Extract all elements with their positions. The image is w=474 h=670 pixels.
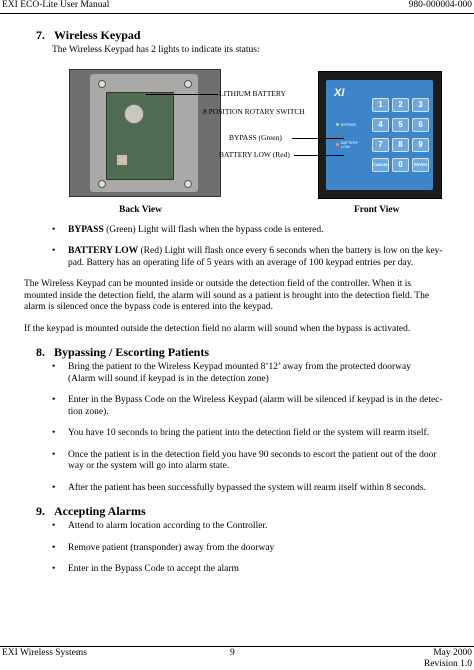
list-item [52, 362, 444, 385]
list-item [52, 543, 444, 555]
page-number: 9 [230, 648, 235, 658]
section-8-number: 8. [36, 345, 45, 359]
keypad-logo: XI [334, 86, 345, 99]
footer-rule [0, 646, 474, 647]
circuit-board [106, 92, 174, 180]
screw-icon [184, 180, 192, 188]
list-item [52, 521, 444, 533]
key-9: 9 [412, 138, 429, 152]
keypad-face [326, 80, 433, 190]
section-7-para-2: If the keypad is mounted outside the detection field no alarm will sound when the bypass is activated. [24, 323, 411, 334]
bullet-text: Once the patient is in the detection field you have 90 seconds to escort the patient out of the door way or the system will go into alarm state. [68, 449, 437, 471]
front-view-caption: Front View [354, 204, 400, 215]
key-0: 0 [392, 158, 409, 172]
list-item [52, 564, 444, 576]
bullet-text: You have 10 seconds to bring the patient into the detection field or the system will rearm itself. [68, 428, 430, 438]
bullet-text: (Green) Light will flash when the bypass code is entered. [103, 224, 324, 235]
bullet-text: Remove patient (transponder) away from the doorway [68, 542, 275, 553]
bullet-glyph: • [52, 395, 56, 405]
page-footer [0, 648, 474, 668]
section-9-heading [36, 504, 444, 518]
bullet-glyph: • [52, 449, 56, 460]
bullet-glyph: • [52, 362, 56, 372]
lithium-battery-shape [124, 104, 144, 124]
battery-low-led [336, 143, 339, 146]
section-9-number: 9. [36, 504, 45, 518]
key-1: 1 [372, 98, 389, 112]
footer-left: EXI Wireless Systems [2, 648, 87, 658]
callout-bypass: BYPASS (Green) [229, 132, 282, 142]
section-8-heading [36, 345, 444, 359]
footer-revision: Revision 1.0 [423, 659, 472, 669]
header-rule [0, 13, 474, 14]
footer-date: May 2000 [433, 648, 472, 658]
bullet-text: Bring the patient to the Wireless Keypad mounted 8’12’ away from the protected doorway [68, 362, 412, 372]
section-7-intro: The Wireless Keypad has 2 lights to indicate its status: [52, 45, 260, 55]
list-item [52, 246, 444, 269]
key-6: 6 [412, 118, 429, 132]
key-cancel: CANCEL [372, 158, 389, 172]
front-view-photo [318, 71, 442, 199]
bullet-text: Enter in the Bypass Code on the Wireless Keypad (alarm will be silenced if keypad is in the detec-tion zone). [68, 395, 443, 417]
leader-line [292, 138, 344, 139]
bullet-glyph: • [52, 224, 56, 235]
callout-battery-low: BATTERY LOW (Red) [219, 149, 290, 159]
section-9-title: Accepting Alarms [54, 504, 146, 518]
battery-label-2: LOW [341, 144, 350, 149]
bypass-led [336, 123, 339, 126]
header-right: 980-000004-000 [408, 0, 472, 10]
header-left: EXI ECO-Lite User Manual [2, 0, 110, 10]
list-item [52, 450, 444, 473]
key-8: 8 [392, 138, 409, 152]
page-header [0, 0, 474, 13]
key-3: 3 [412, 98, 429, 112]
list-item [52, 428, 444, 440]
bullet-glyph: • [52, 521, 56, 531]
screw-icon [98, 180, 106, 188]
list-item [52, 225, 444, 237]
bullet-subtext: (Alarm will sound if keypad is in the detection zone) [68, 373, 269, 384]
section-8-bullets [52, 362, 444, 494]
bullet-glyph: • [52, 482, 56, 493]
bypass-label: BYPASS [341, 122, 356, 127]
bullet-bold: BYPASS [68, 224, 104, 235]
key-7: 7 [372, 138, 389, 152]
section-7-para-1: The Wireless Keypad can be mounted inside or outside the detection field of the controller. When it is mounted inside the detection field, the alarm will sound as a patient is brought into the detection field. The alarm is silenced once the bypass code is entered into the keypad. [24, 279, 430, 312]
section-8-title: Bypassing / Escorting Patients [54, 345, 210, 359]
page-content [24, 28, 444, 576]
battery-label-1: BATTERY [341, 140, 359, 145]
section-7-title: Wireless Keypad [54, 28, 141, 42]
leader-line [146, 94, 218, 95]
list-item [52, 483, 444, 495]
bullet-glyph: • [52, 564, 56, 574]
list-item [52, 395, 444, 418]
keypad-figure [36, 69, 444, 221]
key-5: 5 [392, 118, 409, 132]
section-9-bullets [52, 521, 444, 576]
back-view-photo [69, 69, 221, 197]
section-7-bullets [52, 225, 444, 270]
leader-line [294, 155, 344, 156]
bullet-glyph: • [52, 246, 56, 256]
bullet-text: Attend to alarm location according to the Controller. [68, 521, 268, 531]
footer-right [424, 648, 472, 670]
key-4: 4 [372, 118, 389, 132]
bullet-bold: BATTERY LOW [68, 246, 139, 256]
key-enter: ENTER [412, 158, 429, 172]
bullet-glyph: • [52, 542, 56, 553]
callout-rotary-switch: 8 POSITION ROTARY SWITCH [203, 106, 305, 116]
screw-icon [98, 80, 106, 88]
rotary-switch-shape [116, 154, 128, 166]
bullet-text: Enter in the Bypass Code to accept the alarm [68, 564, 239, 574]
back-view-caption: Back View [119, 204, 163, 215]
section-7-number: 7. [36, 28, 45, 42]
bullet-text: After the patient has been successfully bypassed the system will rearm itself within 8 seconds. [68, 482, 427, 493]
bullet-glyph: • [52, 428, 56, 438]
bullet-text: (Red) Light will flash once every 6 seconds when the battery is low on the key-pad. Battery has an operating life of 5 years with an average of 100 keypad entries per day. [68, 246, 443, 268]
key-2: 2 [392, 98, 409, 112]
screw-icon [184, 80, 192, 88]
callout-lithium-battery: LITHIUM BATTERY [219, 88, 286, 98]
section-7-heading [36, 28, 444, 42]
